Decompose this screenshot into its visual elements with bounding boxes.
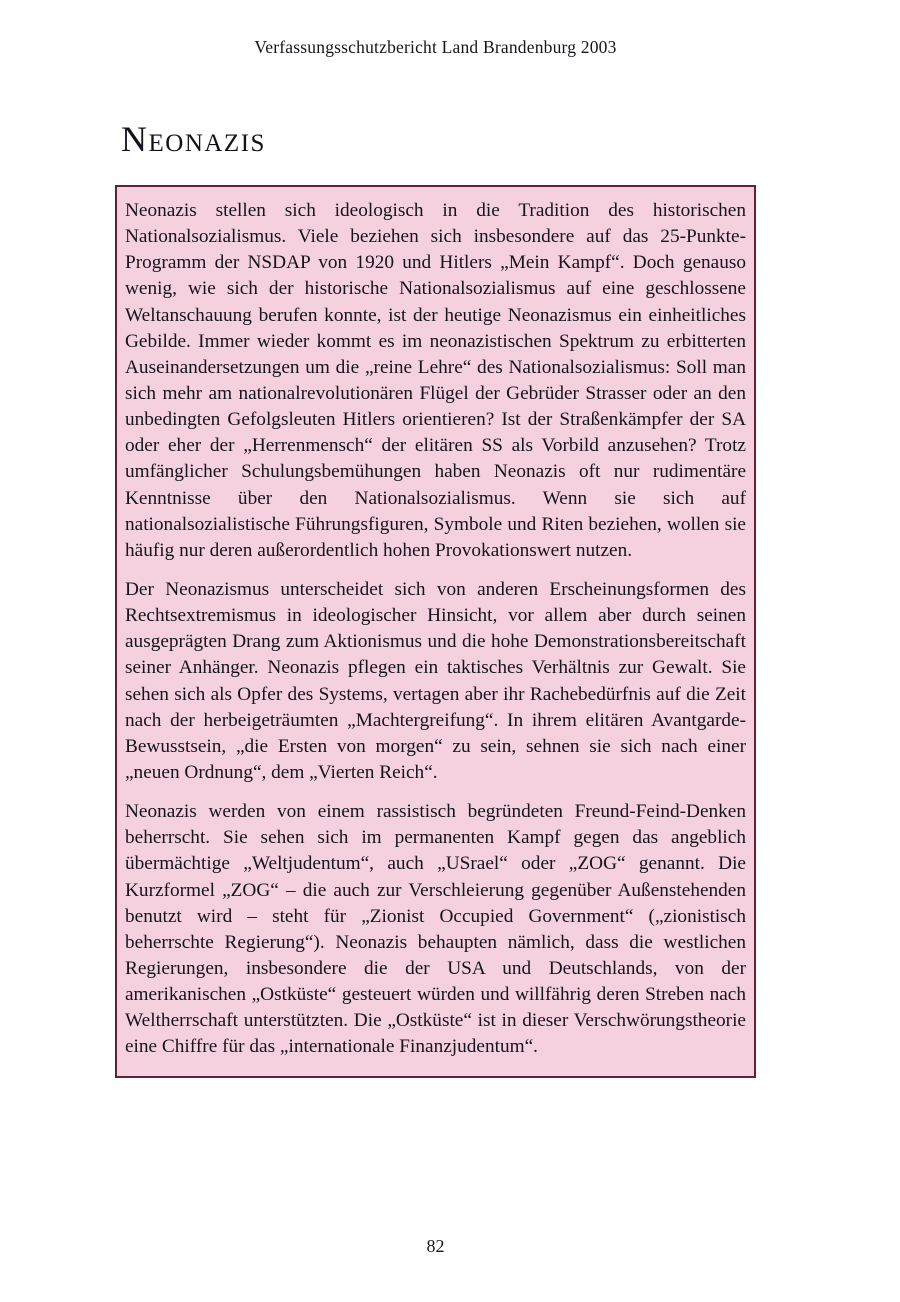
page-number: 82 <box>426 1236 445 1256</box>
section-heading: Neonazis <box>121 119 266 159</box>
box-paragraph-3: Neonazis werden von einem rassistisch begründeten Freund-Feind-Denken beherrscht. Sie sehen sich im permanenten Kampf gegen das angeblich übermächtige „Weltjudentum“, auch „USrael“ oder „ZOG“ genannt. Die Kurzformel „ZOG“ – die auch zur Verschleierung gegenüber Außenstehenden benutzt wird – steht für „Zionist Occupied Government“ („zionistisch beherrschte Regierung“). Neonazis behaupten nämlich, dass die westlichen Regierungen, insbesondere die der USA und Deutschlands, von der amerikanischen „Ostküste“ gesteuert würden und willfährig deren Streben nach Weltherrschaft unterstützten. Die „Ostküste“ ist in dieser Verschwörungstheorie eine Chiffre für das „internationale Finanzjudentum“. <box>125 801 746 1058</box>
running-header: Verfassungsschutzbericht Land Brandenburg 2003 <box>254 37 617 57</box>
box-paragraph-1: Neonazis stellen sich ideologisch in die Tradition des historischen Nationalsozialismus. Viele beziehen sich insbesondere auf das 25-Punkte-Programm der NSDAP von 1920 und Hitlers „Mein Kampf“. Doch genauso wenig, wie sich der historische Nationalsozialismus auf eine geschlossene Weltanschauung berufen konnte, ist der heutige Neonazismus ein einheitliches Gebilde. Immer wieder kommt es im neonazistischen Spektrum zu erbitterten Auseinandersetzungen um die „reine Lehre“ des Nationalsozialismus: Soll man sich mehr am nationalrevolutionären Flügel der Gebrüder Strasser oder an den unbedingten Gefolgsleuten Hitlers orientieren? Ist der Straßenkämpfer der SA oder eher der „Herrenmensch“ der elitären SS als Vorbild anzusehen? Trotz umfänglicher Schulungsbemühungen haben Neonazis oft nur rudimentäre Kenntnisse über den Nationalsozialismus. Wenn sie sich auf nationalsozialistische Führungsfiguren, Symbole und Riten beziehen, wollen sie häufig nur deren außerordentlich hohen Provokationswert nutzen. <box>125 200 746 561</box>
highlight-box <box>115 185 756 1078</box>
document-page <box>115 0 756 1078</box>
box-paragraph-2: Der Neonazismus unterscheidet sich von anderen Erscheinungsformen des Rechtsextremismus in ideologischer Hinsicht, vor allem aber durch seinen ausgeprägten Drang zum Aktionismus und die hohe Demonstrationsbereitschaft seiner Anhänger. Neonazis pflegen ein taktisches Verhältnis zur Gewalt. Sie sehen sich als Opfer des Systems, vertagen aber ihr Rachebedürfnis auf die Zeit nach der herbeigeträumten „Machtergreifung“. In ihrem elitären Avantgarde-Bewusstsein, „die Ersten von morgen“ zu sein, sehnen sie sich nach einer „neuen Ordnung“, dem „Vierten Reich“. <box>125 578 746 783</box>
